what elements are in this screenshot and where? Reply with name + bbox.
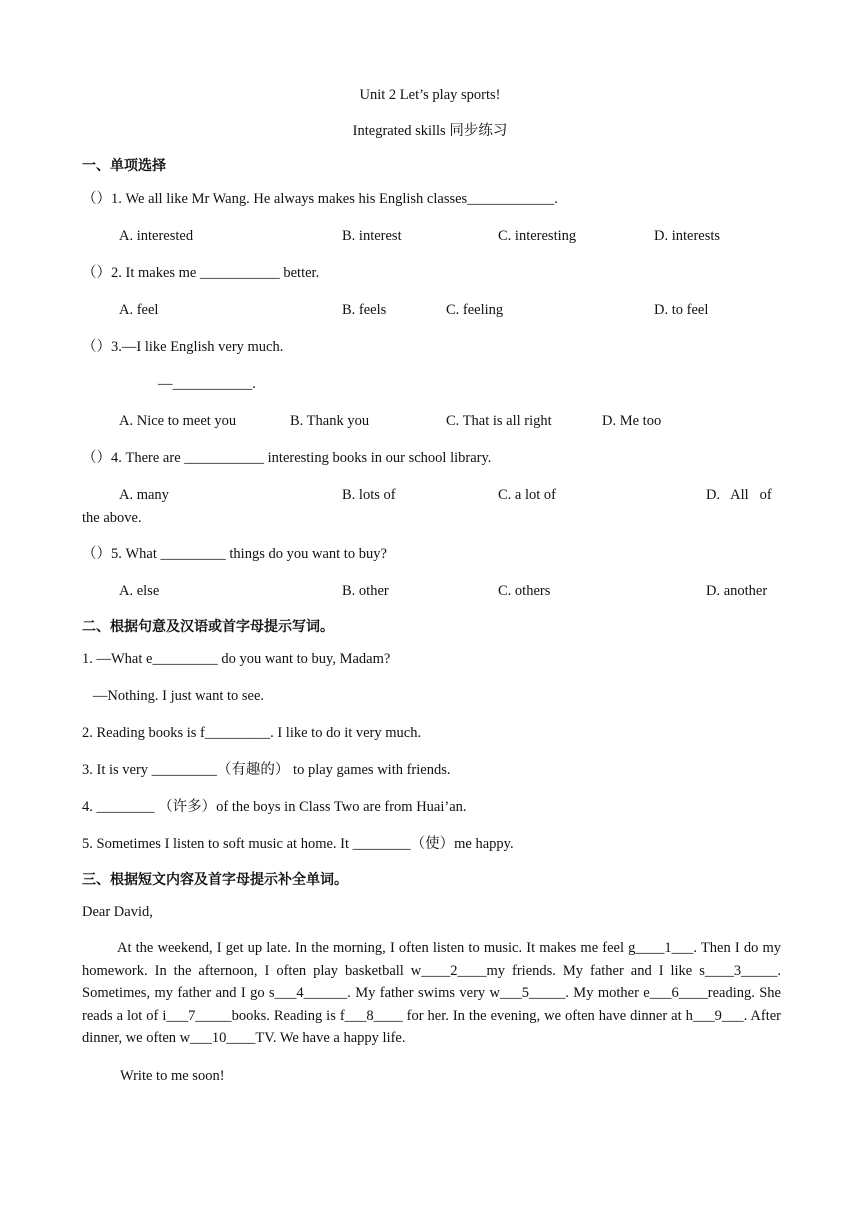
- fill-in-item: 4. ________ （许多）of the boys in Class Two are from Huai’an.: [82, 799, 467, 815]
- option-a: A. Nice to meet you: [119, 413, 237, 429]
- option-b: B. interest: [342, 228, 402, 244]
- option-b: B. other: [342, 583, 389, 599]
- fill-in-item: 3. It is very _________（有趣的） to play games with friends.: [82, 762, 451, 778]
- fill-in-item: 2. Reading books is f_________. I like to do it very much.: [82, 725, 422, 741]
- letter-greeting: Dear David,: [82, 904, 153, 920]
- option-a: A. feel: [119, 302, 159, 318]
- section-heading-multiple-choice: 一、单项选择: [82, 158, 166, 174]
- section-heading-word-writing: 二、根据句意及汉语或首字母提示写词。: [82, 619, 334, 635]
- option-d-continuation: the above.: [82, 510, 142, 526]
- section-heading-passage-completion: 三、根据短文内容及首字母提示补全单词。: [82, 872, 348, 888]
- page-subtitle: Integrated skills 同步练习: [352, 123, 508, 139]
- option-b: B. feels: [342, 302, 387, 318]
- question-stem: （）1. We all like Mr Wang. He always makes his English classes____________.: [82, 191, 558, 207]
- option-a: A. interested: [119, 228, 194, 244]
- option-c: C. a lot of: [498, 487, 556, 503]
- letter-closing: Write to me soon!: [120, 1068, 225, 1084]
- letter-passage: At the weekend, I get up late. In the morning, I often listen to music. It makes me feel g____1___. Then I do my homework. In the afternoon, I often play basketball w____2____my friends. My father and I like s____3_____. Sometimes, my father and I go s___4______. My father swims very w___5_____. My mother e___6____reading. She reads a lot of i___7_____books. Reading is f___8____ for her. In the evening, we often have dinner at h___9___. After dinner, we often w___10____TV. We have a happy life.: [82, 940, 781, 1046]
- option-c: C. interesting: [498, 228, 577, 244]
- question-stem: （）4. There are ___________ interesting books in our school library.: [82, 450, 492, 466]
- question-response-line: —___________.: [158, 376, 256, 392]
- page-title: Unit 2 Let’s play sports!: [359, 87, 501, 103]
- fill-in-item: —Nothing. I just want to see.: [82, 688, 265, 704]
- option-c: C. feeling: [446, 302, 504, 318]
- option-c: C. others: [498, 583, 551, 599]
- fill-in-item: 5. Sometimes I listen to soft music at home. It ________（使）me happy.: [82, 836, 514, 852]
- option-a: A. else: [119, 583, 160, 599]
- question-stem: （）2. It makes me ___________ better.: [82, 265, 320, 281]
- option-c: C. That is all right: [446, 413, 552, 429]
- option-b: B. Thank you: [290, 413, 370, 429]
- option-d: D. interests: [654, 228, 721, 244]
- option-d: D. to feel: [654, 302, 709, 318]
- question-stem: （）3.—I like English very much.: [82, 339, 284, 355]
- option-b: B. lots of: [342, 487, 396, 503]
- option-a: A. many: [119, 487, 169, 503]
- option-d: D. Me too: [602, 413, 662, 429]
- option-d: D. All of: [706, 487, 772, 503]
- question-stem: （）5. What _________ things do you want to buy?: [82, 546, 387, 562]
- fill-in-item: 1. —What e_________ do you want to buy, Madam?: [82, 651, 391, 667]
- option-d: D. another: [706, 583, 768, 599]
